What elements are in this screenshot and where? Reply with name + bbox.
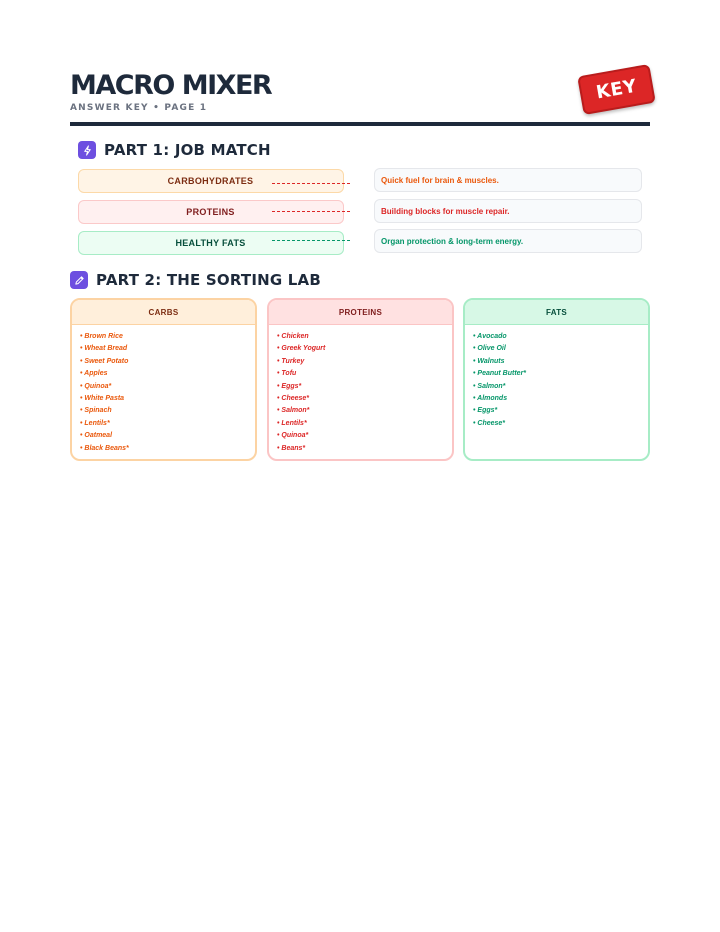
food-item: • Salmon* [277, 407, 310, 415]
header-divider [70, 122, 650, 126]
food-item: • Eggs* [473, 407, 498, 415]
food-item: • Greek Yogurt [277, 345, 326, 353]
food-item: • Wheat Bread [80, 345, 128, 353]
food-item: • Sweet Potato [80, 357, 129, 365]
food-item: • Tofu [277, 370, 297, 378]
term-label: PROTEINS [186, 207, 235, 217]
food-item: • Lentils* [277, 419, 307, 427]
part1-heading-text: PART 1: JOB MATCH [104, 141, 271, 159]
part1-heading [78, 141, 271, 159]
term-label: HEALTHY FATS [175, 238, 246, 248]
food-item: • Walnuts [473, 357, 505, 365]
food-list [72, 325, 255, 455]
food-item: • Eggs* [277, 382, 302, 390]
part2-heading-text: PART 2: THE SORTING LAB [96, 271, 322, 289]
food-item: • Chicken [277, 333, 309, 340]
food-item: • Turkey [277, 357, 305, 365]
term-proteins [78, 200, 344, 224]
food-item: • Black Beans* [80, 444, 129, 452]
food-item: • Spinach [80, 407, 112, 415]
food-item: • Apples [80, 370, 108, 378]
food-item: • Olive Oil [473, 345, 506, 353]
food-item: • Avocado [473, 333, 507, 340]
food-item: • Quinoa* [80, 382, 112, 390]
pencil-icon [70, 271, 88, 289]
part2-heading [70, 271, 321, 289]
definition-carbs [374, 168, 642, 192]
match-line-proteins [272, 211, 350, 212]
page-subtitle: ANSWER KEY • PAGE 1 [70, 103, 208, 113]
food-item: • White Pasta [80, 394, 125, 402]
food-item: • Salmon* [473, 382, 506, 390]
answer-key-stamp: KEY [577, 64, 656, 115]
food-item: • Quinoa* [277, 432, 309, 440]
definition-fats [374, 229, 642, 253]
food-list [465, 325, 648, 430]
food-item: • Peanut Butter* [473, 370, 527, 378]
definition-text: Organ protection & long-term energy. [381, 236, 524, 246]
definition-text: Building blocks for muscle repair. [381, 206, 510, 216]
match-line-carbs [272, 183, 350, 184]
term-carbohydrates [78, 169, 344, 193]
food-item: • Oatmeal [80, 432, 113, 440]
definition-proteins [374, 199, 642, 223]
column-header: FATS [465, 300, 648, 325]
term-label: CARBOHYDRATES [167, 176, 254, 186]
column-header: PROTEINS [269, 300, 452, 325]
column-header: CARBS [72, 300, 255, 325]
food-item: • Beans* [277, 444, 306, 452]
food-list [269, 325, 452, 455]
sort-column-proteins [267, 298, 454, 461]
sort-column-fats [463, 298, 650, 461]
sort-column-carbs [70, 298, 257, 461]
lightning-icon [78, 141, 96, 159]
food-item: • Cheese* [473, 419, 506, 427]
match-line-fats [272, 240, 350, 241]
food-item: • Lentils* [80, 419, 110, 427]
food-item: • Almonds [473, 394, 508, 402]
food-item: • Cheese* [277, 394, 310, 402]
term-healthy-fats [78, 231, 344, 255]
food-item: • Brown Rice [80, 333, 123, 340]
page-title: MACRO MIXER [70, 70, 272, 101]
definition-text: Quick fuel for brain & muscles. [381, 175, 499, 185]
